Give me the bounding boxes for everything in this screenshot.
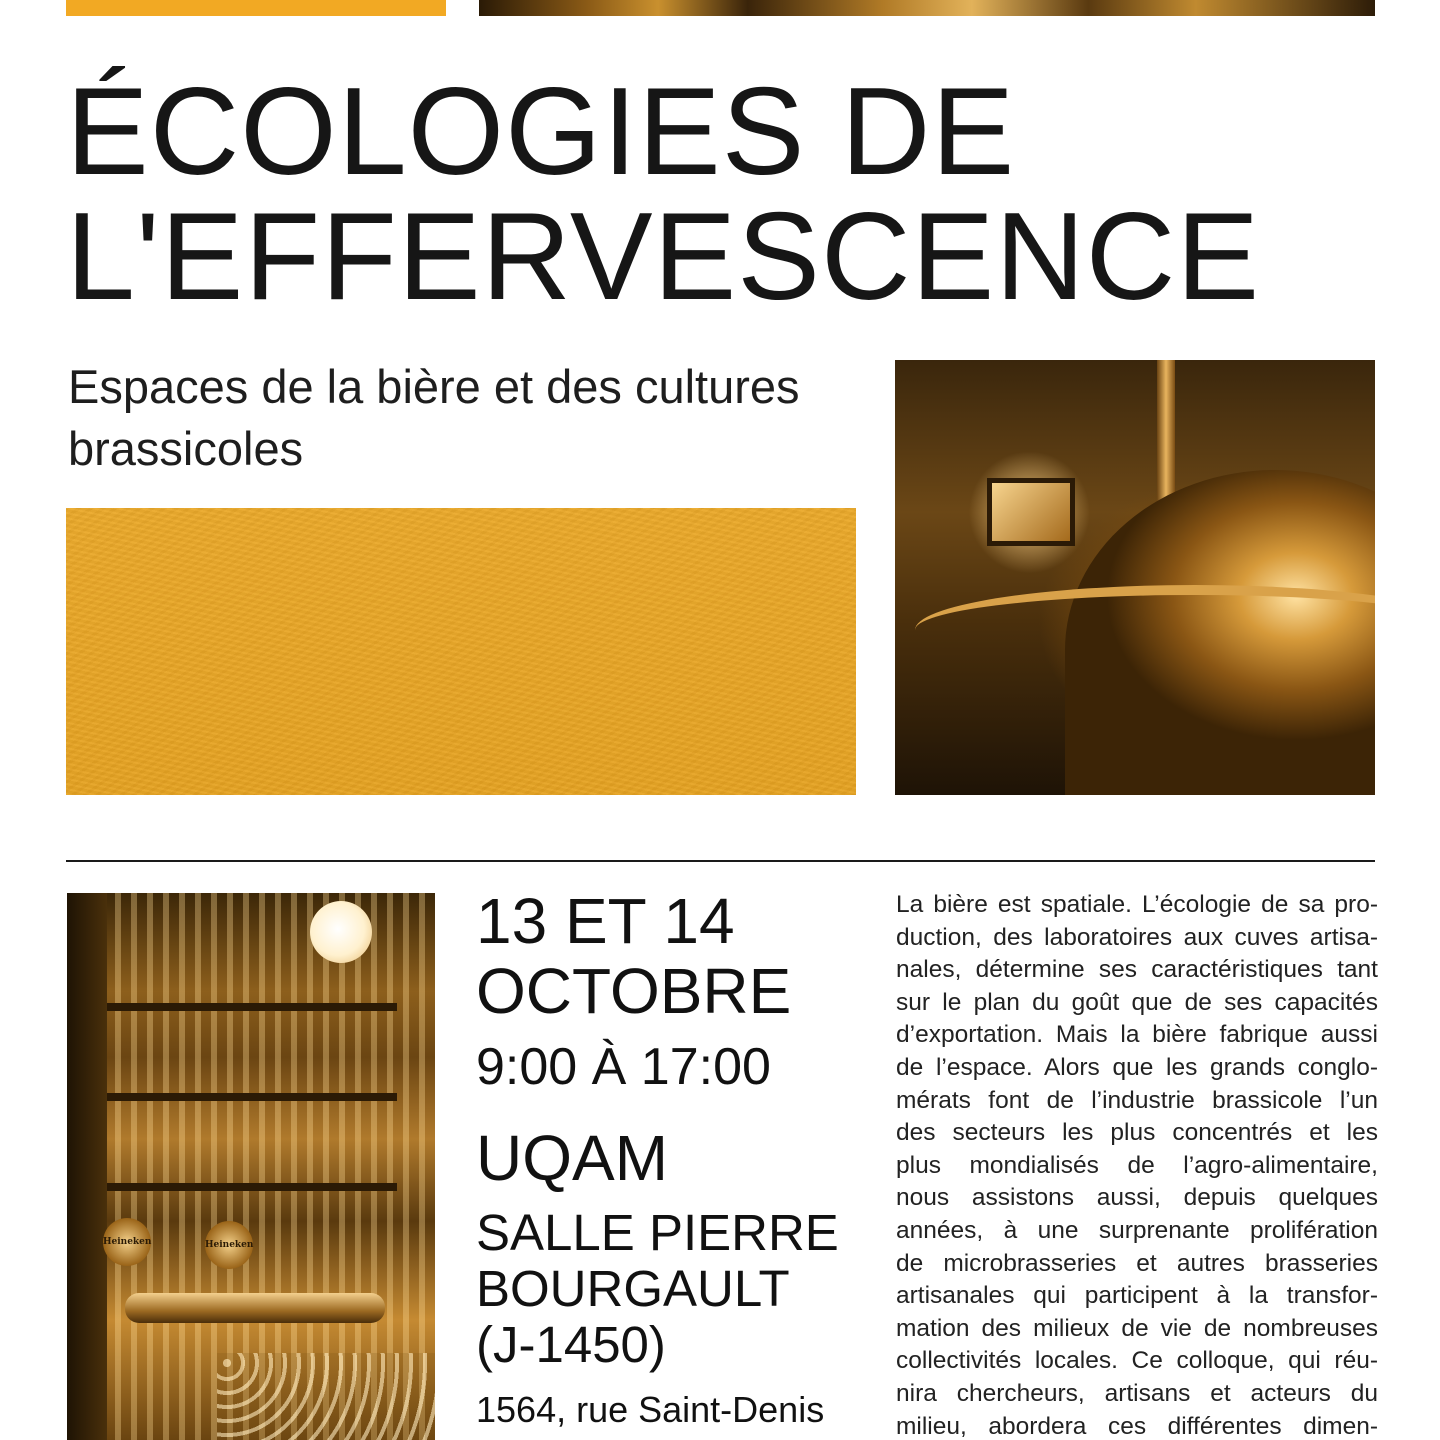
top-photo-strip: [479, 0, 1375, 16]
poster-title-line-1: ÉCOLOGIES DE: [66, 63, 1016, 201]
beer-font-tap: [125, 1293, 385, 1323]
textured-orange-panel: [66, 508, 856, 795]
glass-shelf: [107, 1093, 397, 1101]
globe-lamp: [310, 901, 372, 963]
bar-counter-photo: [67, 893, 435, 1440]
description-line: milieu, abordera ces différentes dimen-: [896, 1412, 1378, 1440]
description-line: nales, détermine ses caractéristiques tant: [896, 956, 1378, 984]
glass-shelf: [107, 1003, 397, 1011]
description-line: nous assistons aussi, depuis quelques: [896, 1184, 1378, 1212]
description-line: mérats font de l’industrie brassicole l’un: [896, 1086, 1378, 1114]
description-line: artisanales qui participent à la transfor-: [896, 1282, 1378, 1310]
brewery-kettle-photo: [895, 360, 1375, 795]
description-line: duction, des laboratoires aux cuves artisa-: [896, 923, 1378, 951]
top-accent-bar: [66, 0, 446, 16]
description-line: de l’espace. Alors que les grands conglo-: [896, 1053, 1378, 1081]
description-line: plus mondialisés de l’agro-alimentaire,: [896, 1151, 1378, 1179]
event-room-line-3: (J-1450): [476, 1316, 666, 1373]
event-address: 1564, rue Saint-Denis: [476, 1389, 825, 1430]
description-line: des secteurs les plus concentrés et les: [896, 1119, 1378, 1147]
description-line: d’exportation. Mais la bière fabrique aussi: [896, 1021, 1378, 1049]
kettle-rail: [915, 585, 1375, 675]
event-date-line-2: OCTOBRE: [476, 955, 792, 1027]
event-room-line-2: BOURGAULT: [476, 1260, 790, 1317]
event-description: [896, 889, 1378, 1440]
description-line: sur le plan du goût que de ses capacités: [896, 988, 1378, 1016]
beer-tap-badge: Heineken: [103, 1218, 151, 1266]
description-line: mation des milieux de vie de nombreuses: [896, 1314, 1378, 1342]
event-time: 9:00 À 17:00: [476, 1038, 771, 1096]
glass-shelf: [107, 1183, 397, 1191]
description-line: années, à une surprenante prolifération: [896, 1216, 1378, 1244]
beer-tap-badge: Heineken: [205, 1221, 253, 1269]
description-line: La bière est spatiale. L’écologie de sa pro-: [896, 891, 1378, 918]
description-line: collectivités locales. Ce colloque, qui réu-: [896, 1347, 1378, 1375]
event-room-line-1: SALLE PIERRE: [476, 1204, 839, 1261]
description-line: nira chercheurs, artisans et acteurs du: [896, 1379, 1378, 1407]
description-line: de microbrasseries et autres brasseries: [896, 1249, 1378, 1277]
section-divider: [66, 860, 1375, 862]
bar-pillar: [67, 893, 107, 1440]
poster-subtitle: Espaces de la bière et des cultures brassicoles: [68, 360, 800, 475]
event-date-line-1: 13 ET 14: [476, 885, 735, 957]
event-venue: UQAM: [476, 1122, 668, 1194]
beer-glasses: [217, 1353, 435, 1440]
poster-title-line-2: L'EFFERVESCENCE: [66, 188, 1261, 326]
wall-painting: [987, 478, 1075, 546]
